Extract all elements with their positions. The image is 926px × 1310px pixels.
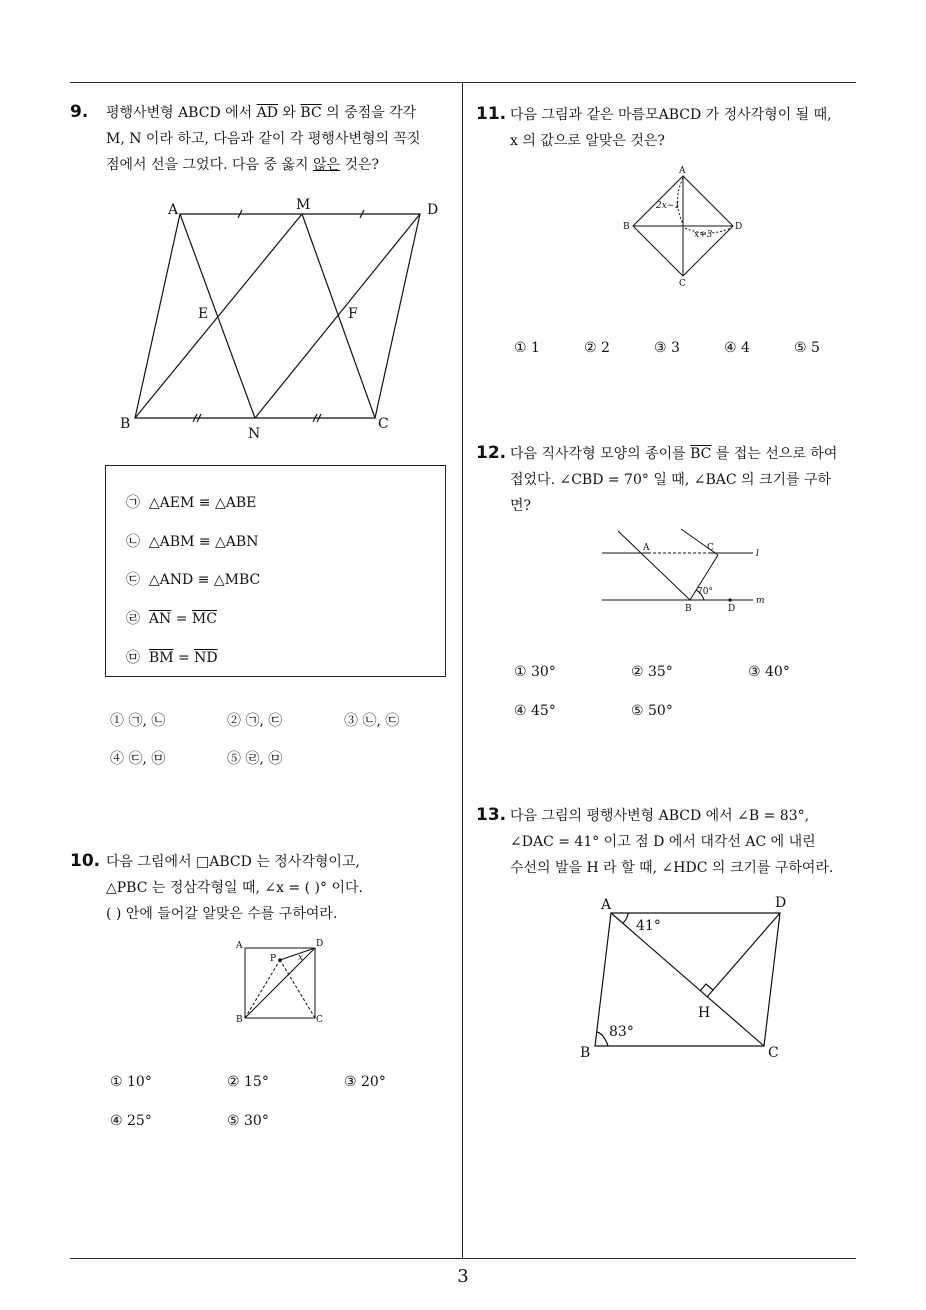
equals: =	[173, 650, 195, 666]
segment-bc: $\overline{BC}$	[690, 446, 712, 462]
text-line: ( ) 안에 들어갈 알맞은 수를 구하여라.	[106, 906, 338, 922]
mark: ㉣	[126, 611, 140, 627]
label-c: C	[707, 543, 714, 553]
statement-5	[126, 647, 218, 667]
question-number: 9.	[70, 102, 89, 122]
statement-box	[105, 465, 446, 677]
label-x: x	[298, 953, 304, 963]
choice-3[interactable]: ③ 3	[654, 340, 680, 356]
statement-text: △AND ≡ △MBC	[148, 572, 261, 588]
label-2x-1: 2x−1	[656, 201, 681, 211]
choice-1[interactable]: ① 30°	[514, 664, 556, 680]
question-number: 13.	[476, 805, 507, 825]
choice-4[interactable]: ④ 45°	[514, 703, 556, 719]
choice-2[interactable]: ② ㉠, ㉢	[227, 713, 283, 729]
equals: =	[171, 611, 192, 627]
text-line: 수선의 발을 H 라 할 때, ∠HDC 의 크기를 구하여라.	[510, 860, 834, 876]
q10-figure	[230, 935, 330, 1030]
question-number: 10.	[70, 851, 101, 871]
right-angle-mark	[700, 984, 713, 991]
label-n: N	[248, 426, 261, 442]
segment: $\overline{BM}$	[148, 650, 174, 666]
top-rule	[70, 82, 856, 83]
text-line: 다음 그림에서 □ABCD 는 정사각형이고,	[106, 854, 360, 870]
mark: ㉠	[126, 495, 140, 511]
question-text	[510, 102, 860, 154]
label-c: C	[679, 279, 686, 289]
choice-5[interactable]: ⑤ ㉣, ㉤	[227, 751, 283, 767]
question-text	[510, 803, 860, 881]
text-part: 다음 직사각형 모양의 종이를	[510, 446, 691, 462]
segment-pb	[245, 960, 280, 1018]
underlined-word: 않은	[312, 157, 341, 173]
label-f: F	[348, 306, 358, 322]
diagonal-ac	[611, 913, 764, 1046]
segment-nd	[255, 214, 420, 418]
label-a: A	[236, 941, 243, 951]
segment-bm	[135, 214, 302, 418]
label-b: B	[623, 222, 630, 232]
bottom-rule	[70, 1258, 856, 1259]
choice-4[interactable]: ④ 4	[724, 340, 750, 356]
statement-4	[126, 608, 217, 628]
choice-2[interactable]: ② 35°	[631, 664, 673, 680]
label-c: C	[316, 1015, 323, 1025]
label-a: A	[601, 897, 612, 913]
choice-4[interactable]: ④ 25°	[110, 1113, 152, 1129]
label-b: B	[580, 1045, 591, 1061]
statement-2	[126, 531, 258, 551]
choice-3[interactable]: ③ ㉡, ㉢	[344, 713, 400, 729]
statement-text: △ABM ≡ △ABN	[148, 534, 259, 550]
text-line: △PBC 는 정삼각형일 때, ∠x = ( )° 이다.	[106, 880, 363, 896]
q12-figure	[595, 520, 775, 620]
label-d: D	[735, 222, 743, 232]
text-line: x 의 값으로 알맞은 것은?	[510, 133, 665, 149]
segment-pc	[280, 960, 315, 1018]
text-line: 다음 그림과 같은 마름모ABCD 가 정사각형이 될 때,	[510, 107, 832, 123]
point-p	[278, 958, 282, 962]
fold-line-a	[618, 531, 690, 600]
segment-an	[180, 214, 255, 418]
label-e: E	[198, 306, 209, 322]
angle-arc-b	[597, 1032, 608, 1046]
question-number: 12.	[476, 443, 507, 463]
question-text	[510, 441, 860, 519]
text-line: M, N 이라 하고, 다음과 같이 각 평행사변형의 꼭짓	[106, 131, 421, 147]
label-d: D	[775, 895, 787, 911]
mark: ㉤	[126, 650, 140, 666]
perpendicular-dh	[707, 913, 780, 997]
label-l: l	[756, 549, 759, 559]
segment-bc: $\overline{BC}$	[300, 105, 322, 121]
page-number: 3	[457, 1266, 469, 1287]
choice-4[interactable]: ④ ㉢, ㉤	[110, 751, 166, 767]
label-a: A	[679, 166, 686, 176]
choice-1[interactable]: ① 10°	[110, 1074, 152, 1090]
choice-5[interactable]: ⑤ 5	[794, 340, 820, 356]
segment: $\overline{ND}$	[194, 650, 218, 666]
label-a: A	[168, 202, 179, 218]
label-d: D	[427, 202, 439, 218]
choice-2[interactable]: ② 2	[584, 340, 610, 356]
text-line: 다음 그림의 평행사변형 ABCD 에서 ∠B = 83°,	[510, 808, 810, 824]
choice-3[interactable]: ③ 20°	[344, 1074, 386, 1090]
label-70: 70°	[697, 587, 713, 597]
segment-ad: $\overline{AD}$	[256, 105, 278, 121]
q13-figure	[575, 890, 800, 1065]
choice-5[interactable]: ⑤ 50°	[631, 703, 673, 719]
label-p: P	[270, 954, 277, 964]
text-part: 와	[277, 105, 301, 121]
question-text	[106, 849, 456, 927]
label-41: 41°	[636, 918, 661, 934]
angle-arc-a	[623, 913, 628, 923]
text-part: 의 중점을 각각	[321, 105, 417, 121]
label-m: m	[756, 596, 765, 606]
label-83: 83°	[609, 1024, 634, 1040]
label-c: C	[378, 416, 389, 432]
text-part: 평행사변형 ABCD 에서	[106, 105, 257, 121]
point-d	[728, 598, 731, 601]
label-d: D	[316, 939, 324, 949]
mark: ㉡	[126, 534, 140, 550]
q11-figure	[615, 160, 750, 290]
label-h: H	[698, 1005, 711, 1021]
label-d: D	[728, 604, 736, 614]
label-b: B	[685, 604, 692, 614]
question-text	[106, 100, 456, 178]
text-line: 면?	[510, 498, 532, 514]
label-b: B	[236, 1015, 243, 1025]
column-divider	[462, 82, 463, 1258]
mark: ㉢	[126, 572, 140, 588]
statement-3	[126, 569, 260, 589]
segment: $\overline{AN}$	[148, 611, 172, 627]
question-number: 11.	[476, 104, 507, 124]
choice-2[interactable]: ② 15°	[227, 1074, 269, 1090]
choice-5[interactable]: ⑤ 30°	[227, 1113, 269, 1129]
choice-1[interactable]: ① 1	[514, 340, 540, 356]
segment: $\overline{MC}$	[191, 611, 217, 627]
choice-3[interactable]: ③ 40°	[748, 664, 790, 680]
segment-mc	[302, 214, 375, 418]
label-x-3: x+3	[694, 230, 713, 240]
statement-1	[126, 492, 256, 512]
text-line: ∠DAC = 41° 이고 점 D 에서 대각선 AC 에 내린	[510, 834, 816, 850]
text-part: 것은?	[340, 157, 380, 173]
text-line: 접었다. ∠CBD = 70° 일 때, ∠BAC 의 크기를 구하	[510, 472, 832, 488]
label-a: A	[643, 543, 650, 553]
label-b: B	[120, 416, 131, 432]
label-m: M	[296, 197, 311, 213]
text-part: 점에서 선을 그었다. 다음 중 옳지	[106, 157, 313, 173]
choice-1[interactable]: ① ㉠, ㉡	[110, 713, 166, 729]
label-c: C	[768, 1045, 779, 1061]
statement-text: △AEM ≡ △ABE	[148, 495, 257, 511]
text-part: 를 접는 선으로 하여	[711, 446, 838, 462]
q9-figure	[110, 190, 450, 450]
